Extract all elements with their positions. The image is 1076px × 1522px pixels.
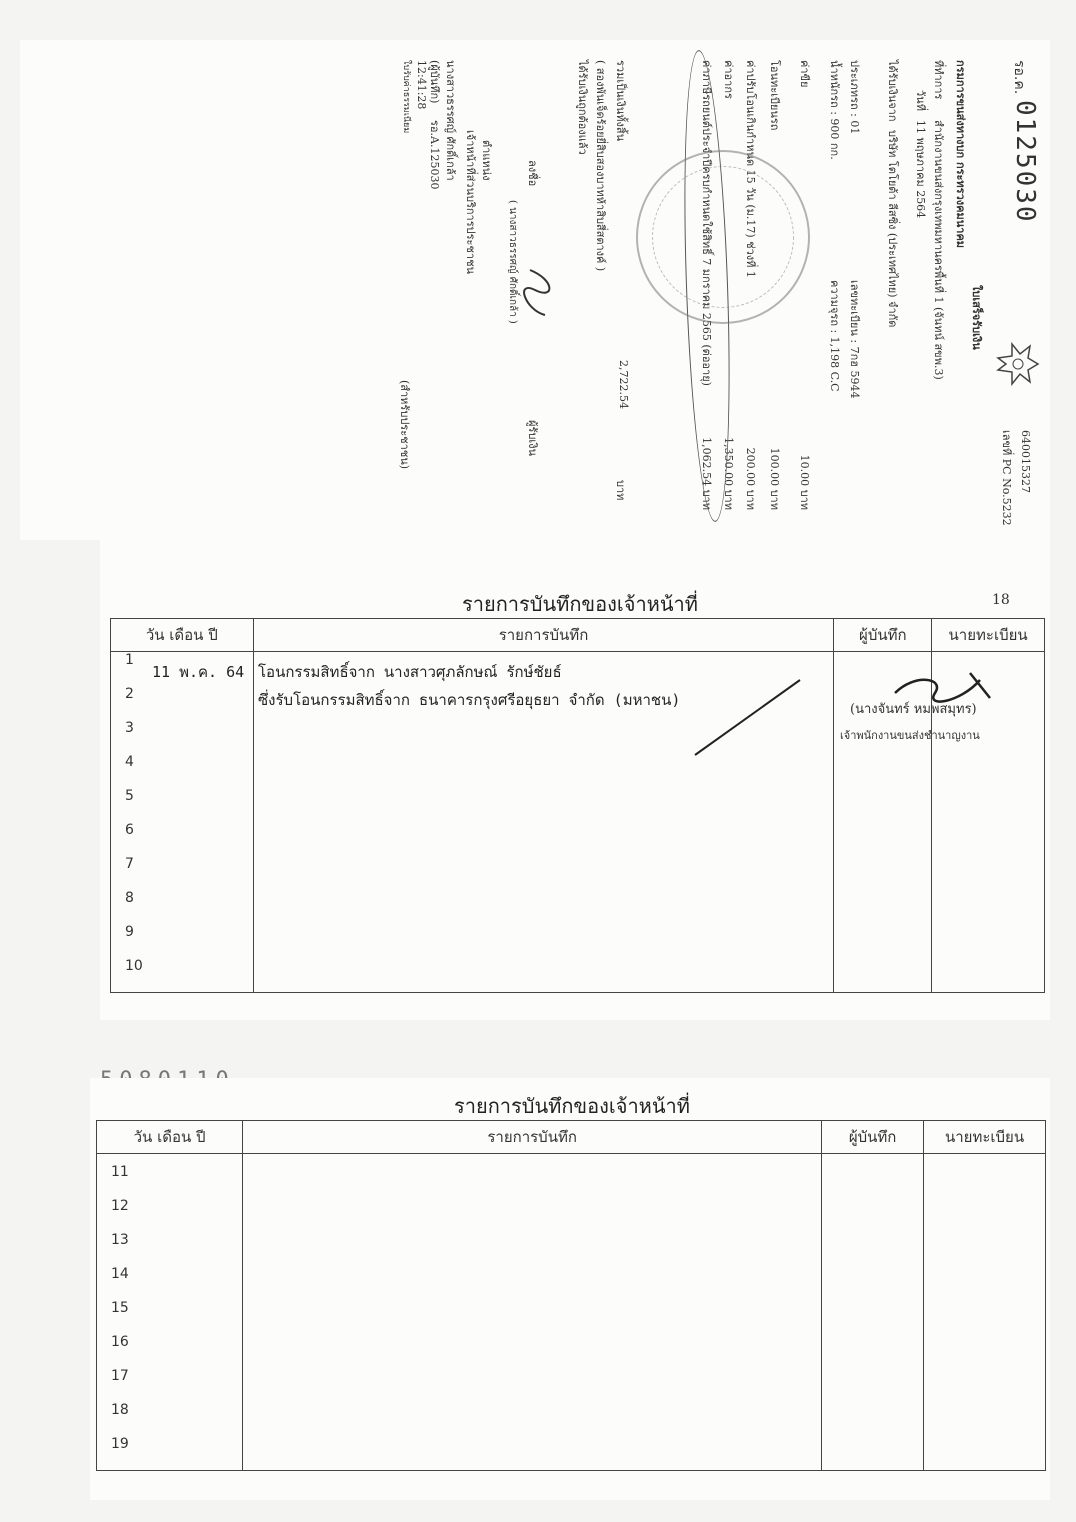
sheet-title: รายการบันทึกของเจ้าหน้าที่ bbox=[454, 1094, 690, 1118]
garuda-emblem-icon bbox=[988, 340, 1042, 388]
header-recorder: ผู้บันทึก bbox=[822, 1121, 924, 1154]
print-time: 12:41:28 bbox=[415, 60, 428, 110]
fee-item-amount: 1,350.00 บาท bbox=[722, 437, 735, 510]
table-row: 19 bbox=[97, 1436, 1046, 1471]
header-registrar: นายทะเบียน bbox=[932, 619, 1045, 652]
table-row: 6 bbox=[111, 822, 1045, 856]
table-row: 3 bbox=[111, 720, 1045, 754]
header-date: วัน เดือน ปี bbox=[97, 1121, 243, 1154]
fee-item-label: โอนทะเบียนรถ bbox=[768, 60, 781, 131]
table-row: 12 bbox=[97, 1198, 1046, 1232]
registrar-name: (นางจันทร์ หมพสมุทร) bbox=[850, 702, 977, 717]
entry-line-2: ซึ่งรับโอนกรรมสิทธิ์จาก ธนาคารกรุงศรีอยุธยา จำกัด (มหาชน) bbox=[258, 691, 681, 709]
pc-number: เลขที่ PC No.5232 bbox=[1000, 430, 1013, 526]
date: 11 พฤษภาคม 2564 bbox=[914, 120, 927, 219]
table-row: 4 bbox=[111, 754, 1045, 788]
time-note: ใบรับค่าธรรมเนียม bbox=[401, 60, 411, 134]
fee-item-amount: 200.00 บาท bbox=[744, 447, 757, 510]
fee-item-label: ค่าขีย bbox=[798, 60, 811, 88]
office-seal bbox=[636, 150, 810, 324]
recorder-code: รอ.A.125030 bbox=[428, 120, 441, 190]
table-row: 10 bbox=[111, 958, 1045, 993]
table-row: 15 bbox=[97, 1300, 1046, 1334]
office: สำนักงานขนส่งกรุงเทพมหานครพื้นที่ 1 (จันทน์ สขพ.3) bbox=[932, 120, 945, 380]
total-amount: 2,722.54 bbox=[617, 360, 630, 409]
table-row: 14 bbox=[97, 1266, 1046, 1300]
signature-label: ลงชื่อ bbox=[526, 160, 539, 187]
fee-item-label: ค่าภาษีรถยนต์ประจำปีครบกำหนดใช้สิทธิ์ 7 มกราคม 2565 (ต่ออายุ) bbox=[700, 60, 713, 386]
recorder-role: (ผู้บันทึก) bbox=[428, 60, 441, 104]
total-label: รวมเป็นเงินทั้งสิ้น bbox=[614, 60, 627, 142]
receipt-section bbox=[20, 40, 1050, 540]
position: เจ้าหน้าที่ส่วนบริการประชาชน bbox=[464, 130, 477, 275]
department: กรมการขนส่งทางบก กระทรวงคมนาคม bbox=[954, 60, 967, 249]
recorder-name: นางสาวธรรศญ์ ศักดิ์เกล้า bbox=[444, 60, 457, 181]
doc-number: 0125030 bbox=[1010, 100, 1040, 224]
header-entry: รายการบันทึก bbox=[253, 619, 834, 652]
car-type: ประเภทรถ : 01 bbox=[848, 60, 861, 135]
weight: น้ำหนักรถ : 900 กก. bbox=[828, 60, 841, 160]
from: บริษัท โตโยต้า ลีสซิ่ง (ประเทศไทย) จำกัด bbox=[886, 130, 899, 328]
registrar-role: เจ้าพนักงานขนส่งชำนาญงาน bbox=[840, 729, 980, 742]
header-entry: รายการบันทึก bbox=[243, 1121, 822, 1154]
header-registrar: นายทะเบียน bbox=[924, 1121, 1046, 1154]
table-row: 8 bbox=[111, 890, 1045, 924]
receipt-title: ใบเสร็จรับเงิน bbox=[970, 285, 983, 350]
fee-item-amount: 100.00 บาท bbox=[768, 447, 781, 510]
entry-date: 11 พ.ค. 64 bbox=[152, 663, 245, 681]
for-public: (สำหรับประชาชน) bbox=[398, 380, 411, 470]
page-number: 18 bbox=[992, 592, 1010, 608]
office-label: ที่ทำการ bbox=[932, 60, 945, 100]
officer-name: ( นางสาวธรรศญ์ ศักดิ์เกล้า ) bbox=[507, 200, 518, 324]
header-date: วัน เดือน ปี bbox=[111, 619, 254, 652]
table-row: 2 bbox=[111, 686, 1045, 720]
header-recorder: ผู้บันทึก bbox=[834, 619, 932, 652]
verified-note: ได้รับเงินถูกต้องแล้ว bbox=[576, 60, 589, 155]
total-words: ( สองพันเจ็ดร้อยยี่สิบสองบาทห้าสิบสี่สตางค์ ) bbox=[594, 60, 607, 272]
cc: ความจุรถ : 1,198 C.C bbox=[828, 280, 841, 392]
doc-code: รอ.ค. bbox=[1011, 60, 1027, 95]
table-row: 5 bbox=[111, 788, 1045, 822]
total-unit: บาท bbox=[614, 480, 627, 501]
from-label: ได้รับเงินจาก bbox=[886, 60, 899, 122]
position-label: ตำแหน่ง bbox=[480, 140, 493, 181]
receipt bbox=[20, 40, 1050, 540]
table-row: 9 bbox=[111, 924, 1045, 958]
record-sheet-2 bbox=[90, 1078, 1050, 1500]
record-table bbox=[96, 1120, 1046, 1471]
plate: เลขทะเบียน : 7กฮ 5944 bbox=[848, 280, 861, 399]
table-row: 16 bbox=[97, 1334, 1046, 1368]
record-sheet-1 bbox=[100, 540, 1050, 1020]
table-row: 11 bbox=[97, 1154, 1046, 1199]
table-row: 18 bbox=[97, 1402, 1046, 1436]
table-row: 7 bbox=[111, 856, 1045, 890]
date-label: วันที่ bbox=[914, 90, 927, 111]
fee-item-amount: 1,062.54 บาท bbox=[700, 437, 713, 510]
entry-line-1: โอนกรรมสิทธิ์จาก นางสาวศุภลักษณ์ รักษ์ชัยธ์ bbox=[258, 663, 562, 681]
fee-item-amount: 10.00 บาท bbox=[798, 454, 811, 510]
receiver-label: ผู้รับเงิน bbox=[526, 420, 539, 456]
signature-stroke-icon bbox=[690, 670, 820, 760]
sheet-title: รายการบันทึกของเจ้าหน้าที่ bbox=[462, 592, 698, 616]
fee-item-label: ค่าปรับโอนเกินกำหนด 15 วัน (ม.17) ช่วงที่ 1 bbox=[744, 60, 757, 278]
fee-item-label: ค่าอากร bbox=[722, 60, 735, 99]
table-row: 17 bbox=[97, 1368, 1046, 1402]
table-row: 1 bbox=[111, 652, 1045, 687]
table-row: 13 bbox=[97, 1232, 1046, 1266]
signature-mark-icon bbox=[520, 260, 560, 320]
ref-number: 640015327 bbox=[1019, 430, 1032, 493]
